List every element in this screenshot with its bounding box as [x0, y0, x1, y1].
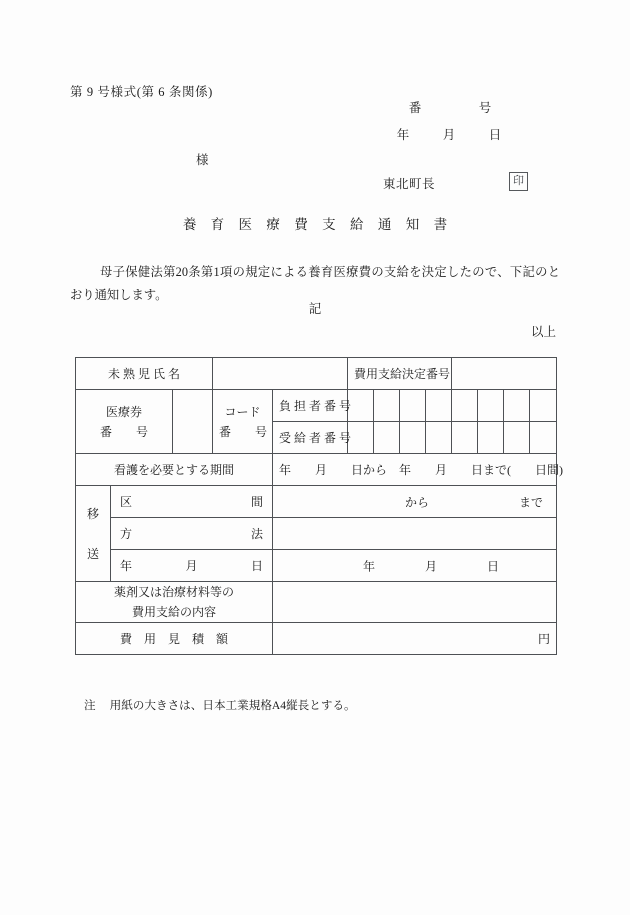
payer-number-cell[interactable]: [530, 390, 557, 422]
recipient-number-cell[interactable]: [504, 422, 530, 454]
transport-segment-label: [111, 486, 273, 518]
transport-date-value-year: 年: [363, 559, 376, 573]
transport-date-value-month: 月: [425, 559, 438, 573]
table-row-estimate: [76, 623, 557, 655]
recipient-number-cell[interactable]: [478, 422, 504, 454]
materials-label-line2: 費用支給の内容: [132, 605, 217, 619]
estimate-currency-unit[interactable]: 円: [273, 623, 557, 655]
addressee-honorific: 様: [196, 153, 209, 167]
document-number-label: 番: [408, 101, 422, 115]
document-day-label: 日: [488, 128, 502, 142]
payer-number-cell[interactable]: [400, 390, 426, 422]
recipient-number-cell[interactable]: [400, 422, 426, 454]
code-number-label-line2: 番 号: [219, 424, 268, 439]
transport-segment-value[interactable]: [273, 486, 557, 518]
premature-infant-name-value[interactable]: [213, 358, 348, 390]
medical-ticket-number-value[interactable]: [173, 390, 213, 454]
recipient-number-cell[interactable]: [530, 422, 557, 454]
medical-ticket-number-label-line2: 番 号: [99, 424, 148, 439]
recipient-number-cell[interactable]: [426, 422, 452, 454]
premature-infant-name-label: 未 熟 児 氏 名: [76, 358, 213, 390]
transport-date-label: [111, 550, 273, 582]
transport-date-month-label: 月: [185, 559, 198, 573]
payer-number-cell[interactable]: [452, 390, 478, 422]
body-paragraph: 母子保健法第20条第1項の規定による養育医療費の支給を決定したので、下記のとおり通知します。: [70, 265, 560, 302]
materials-label: [76, 582, 273, 623]
transport-segment-label-left: 区: [120, 495, 133, 509]
document-year-label: 年: [396, 128, 410, 142]
transport-section-char-2: 送: [86, 546, 99, 561]
document-date-row: [380, 125, 560, 143]
table-row-name: [76, 358, 557, 390]
table-row-transport-segment: [76, 486, 557, 518]
payer-number-label: 負 担 者 番 号: [273, 390, 348, 422]
table-row-payer-number: [76, 390, 557, 422]
recipient-number-cell[interactable]: [452, 422, 478, 454]
form-code-label: 第 9 号様式(第 6 条関係): [70, 85, 213, 99]
seal-stamp-box: 印: [509, 172, 528, 191]
payer-number-cell[interactable]: [504, 390, 530, 422]
medical-ticket-number-label: [76, 390, 173, 454]
table-row-transport-method: [76, 518, 557, 550]
document-number-row: [380, 98, 560, 116]
payer-number-cell[interactable]: [478, 390, 504, 422]
transport-method-value[interactable]: [273, 518, 557, 550]
table-row-materials: [76, 582, 557, 623]
payer-number-cell[interactable]: [426, 390, 452, 422]
ijou-marker: 以上: [530, 325, 556, 339]
transport-method-label-right: 法: [251, 527, 264, 541]
footnote: [84, 697, 356, 713]
transport-section-label: [76, 486, 111, 582]
kiji-marker: 記: [308, 302, 322, 316]
transport-date-year-label: 年: [120, 559, 133, 573]
transport-segment-from-label: から: [405, 495, 430, 509]
nursing-period-value[interactable]: 年 月 日から 年 月 日まで( 日間): [273, 454, 557, 486]
payer-number-cell[interactable]: [348, 390, 374, 422]
recipient-number-cell[interactable]: [348, 422, 374, 454]
nursing-period-label: 看護を必要とする期間: [76, 454, 273, 486]
recipient-number-cell[interactable]: [374, 422, 400, 454]
table-row-nursing-period: [76, 454, 557, 486]
page-title: 養 育 医 療 費 支 給 通 知 書: [182, 217, 453, 232]
table-row-transport-date: [76, 550, 557, 582]
footnote-text: 用紙の大きさは、日本工業規格A4縦長とする。: [109, 699, 356, 712]
code-number-label: [213, 390, 273, 454]
transport-method-label: [111, 518, 273, 550]
decision-number-label: 費用支給決定番号: [348, 358, 452, 390]
document-meta-block: [380, 98, 560, 152]
document-number-suffix: 号: [478, 101, 492, 115]
document-month-label: 月: [442, 128, 456, 142]
transport-segment-to-label: まで: [519, 495, 544, 509]
materials-label-line1: 薬剤又は治療材料等の: [114, 585, 235, 599]
transport-date-value[interactable]: [273, 550, 557, 582]
notification-form-table: [75, 357, 564, 655]
medical-ticket-number-label-line1: 医療券: [105, 404, 142, 419]
materials-value[interactable]: [273, 582, 557, 623]
issuer-name: 東北町長: [383, 177, 436, 191]
decision-number-value[interactable]: [452, 358, 557, 390]
transport-segment-label-right: 間: [251, 495, 264, 509]
code-number-label-line1: コード: [224, 404, 261, 419]
transport-section-char-1: 移: [86, 506, 99, 521]
transport-date-day-label: 日: [251, 559, 264, 573]
payer-number-cell[interactable]: [374, 390, 400, 422]
recipient-number-label: 受 給 者 番 号: [273, 422, 348, 454]
footnote-mark: 注: [84, 699, 96, 712]
estimate-label: 費 用 見 積 額: [76, 623, 273, 655]
transport-method-label-left: 方: [120, 527, 133, 541]
transport-date-value-day: 日: [487, 559, 500, 573]
